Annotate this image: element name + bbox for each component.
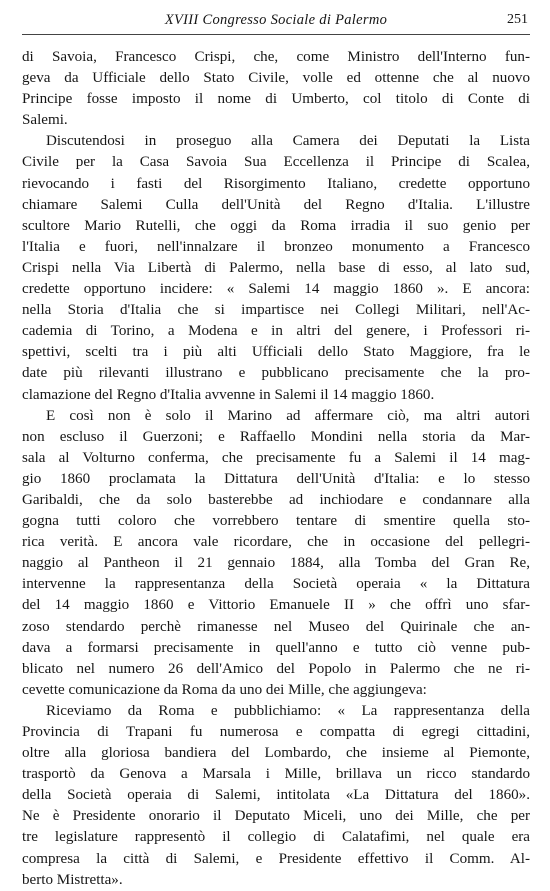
text-line: geva da Ufficiale dello Stato Civile, volle ed ottenne che al nuovo [22, 70, 530, 87]
text-line: Discutendosi in proseguo alla Camera dei Deputati la Lista [46, 133, 530, 150]
text-line: gio 1860 proclamata la Dittatura dell'Unità d'Italia: e lo stesso [22, 470, 530, 487]
text-line: E così non è solo il Marino ad affermare ciò, ma altri autori [46, 407, 530, 424]
text-line: Provincia di Trapani fu numerosa e compatta di egregi cittadini, [22, 724, 530, 740]
running-title: XVIII Congresso Sociale di Palermo [164, 12, 388, 28]
paragraph [22, 701, 530, 891]
text-line: l'Italia e fuori, nell'innalzare il bronzeo monumento a Francesco [22, 238, 530, 255]
text-line: Civile per la Casa Savoia Sua Eccellenza il Principe di Scalea, [22, 154, 530, 171]
text-line: oltre alla gloriosa bandiera del Lombardo, che insieme al Piemonte, [22, 745, 530, 762]
text-line: del 14 maggio 1860 e Vittorio Emanuele II » che offrì uno sfar- [22, 597, 530, 614]
text-line: trasportò da Genova a Marsala i Mille, brillava un ricco standardo [22, 766, 530, 783]
body-text [22, 47, 530, 891]
text-line: compresa la città di Salemi, e Presidente effettivo il Comm. Al- [22, 850, 530, 867]
text-line: rica verità. E ancora vale ricordare, che in occasione del pellegri- [22, 534, 530, 551]
paragraph [22, 47, 530, 131]
text-line: naggio al Pantheon il 21 gennaio 1884, alla Tomba del Gran Re, [22, 555, 530, 572]
paragraph [22, 406, 530, 701]
text-line: rievocando i fasti del Risorgimento Italiano, credette opportuno [22, 175, 530, 192]
text-line: date più rilevanti illustrano e pubblicano precisamente che la pro- [22, 365, 530, 382]
text-line: cevette comunicazione da Roma da uno dei Mille, che aggiungeva: [22, 681, 427, 698]
text-line: intervenne la rappresentanza della Società operaia « la Dittatura [22, 576, 530, 593]
text-line: dava a formarsi precisamente in quell'anno e tutto ciò venne pub- [22, 639, 530, 656]
text-line: gogna tutti coloro che vorrebbero tentare di smentire quella sto- [22, 513, 530, 530]
text-line: non escluso il Guerzoni; e Raffaello Mondini nella storia da Mar- [22, 428, 530, 445]
text-line: blicato nel numero 26 dell'Amico del Popolo in Palermo che ne ri- [22, 660, 530, 677]
running-header [22, 10, 530, 35]
text-line: Ne è Presidente onorario il Deputato Miceli, uno dei Mille, che per [22, 808, 530, 825]
text-line: spettivi, scelti tra i più alti Ufficiali dello Stato Maggiore, fra le [22, 344, 530, 361]
text-line: tre legislature rappresentò il collegio di Calatafimi, nel quale era [22, 829, 530, 846]
text-line: clamazione del Regno d'Italia avvenne in Salemi il 14 maggio 1860. [22, 386, 435, 403]
text-line: della Società operaia di Salemi, intitolata «La Dittatura del 1860». [22, 787, 530, 804]
text-line: berto Mistretta». [22, 871, 123, 888]
text-line: Crispi nella Via Libertà di Palermo, nella base di esso, al lato sud, [22, 259, 530, 276]
text-line: nella Storia d'Italia che si impartisce nei Collegi Militari, nell'Ac- [22, 302, 530, 319]
text-line: cademia di Torino, a Modena e in altri del genere, i Professori ri- [22, 323, 530, 340]
text-line: Riceviamo da Roma e pubblichiamo: « La rappresentanza della [46, 702, 530, 719]
page-number: 251 [507, 12, 528, 27]
text-line: Principe fosse imposto il nome di Umberto, col titolo di Conte di [22, 91, 530, 108]
text-line: Salemi. [22, 112, 68, 129]
document-page [22, 10, 530, 888]
text-line: Garibaldi, che da solo basterebbe ad inchiodare e condannare alla [22, 491, 530, 508]
text-line: sala al Volturno conferma, che precisamente fu a Salemi il 14 mag- [22, 449, 530, 466]
text-line: credette opportuno incidere: « Salemi 14 maggio 1860 ». E ancora: [22, 281, 530, 298]
text-line: zoso stendardo perchè rimanesse nel Museo del Quirinale che an- [22, 618, 530, 635]
text-line: chiamare Salemi Culla dell'Unità del Regno d'Italia. L'illustre [22, 196, 530, 213]
text-line: di Savoia, Francesco Crispi, che, come Ministro dell'Interno fun- [22, 49, 530, 65]
text-line: scultore Mario Rutelli, che oggi da Roma irradia il suo genio per [22, 217, 530, 234]
paragraph [22, 131, 530, 405]
